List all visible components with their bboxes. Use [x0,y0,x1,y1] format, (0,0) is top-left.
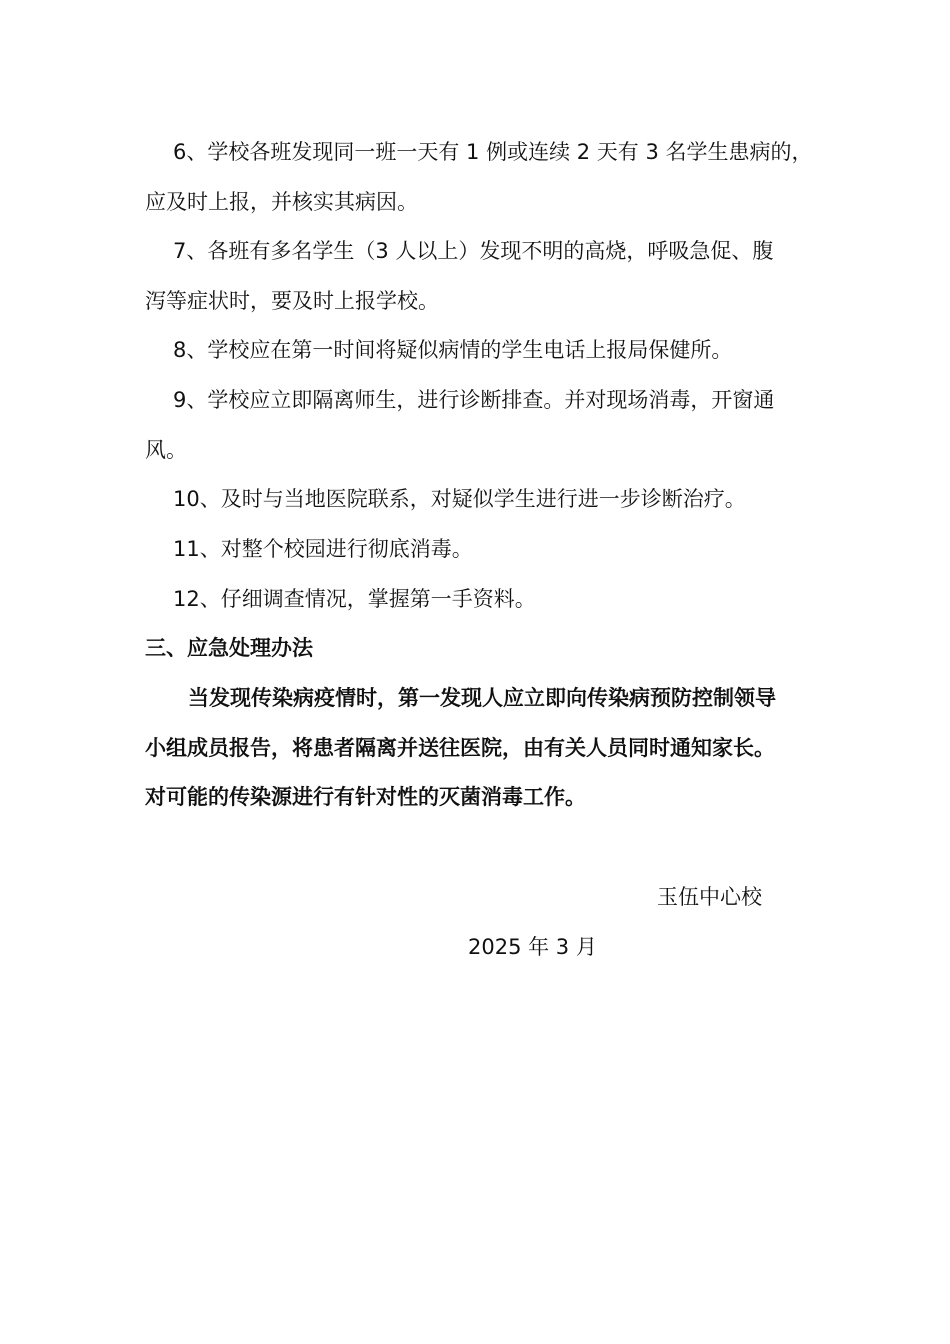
section-3-line-2: 小组成员报告，将患者隔离并送往医院，由有关人员同时通知家长。 [145,736,775,760]
item-9-line-2: 风。 [145,438,187,462]
item-7-line-1: 7、各班有多名学生（3 人以上）发现不明的高烧，呼吸急促、腹 [173,239,774,263]
item-8: 8、学校应在第一时间将疑似病情的学生电话上报局保健所。 [173,338,733,362]
section-3-line-3: 对可能的传染源进行有针对性的灭菌消毒工作。 [145,785,586,809]
item-7-line-2: 泻等症状时，要及时上报学校。 [145,289,439,313]
signature-date: 2025 年 3 月 [468,935,597,959]
item-10: 10、及时与当地医院联系，对疑似学生进行进一步诊断治疗。 [173,487,746,511]
item-6-line-1: 6、学校各班发现同一班一天有 1 例或连续 2 天有 3 名学生患病的， [173,140,813,164]
item-9-line-1: 9、学校应立即隔离师生，进行诊断排查。并对现场消毒，开窗通 [173,388,775,412]
section-3-line-1: 当发现传染病疫情时，第一发现人应立即向传染病预防控制领导 [188,686,776,710]
item-6-line-2: 应及时上报，并核实其病因。 [145,190,418,214]
signature-organization: 玉伍中心校 [657,885,762,909]
item-12: 12、仔细调查情况，掌握第一手资料。 [173,587,536,611]
section-3-heading: 三、应急处理办法 [145,636,313,660]
item-11: 11、对整个校园进行彻底消毒。 [173,537,473,561]
